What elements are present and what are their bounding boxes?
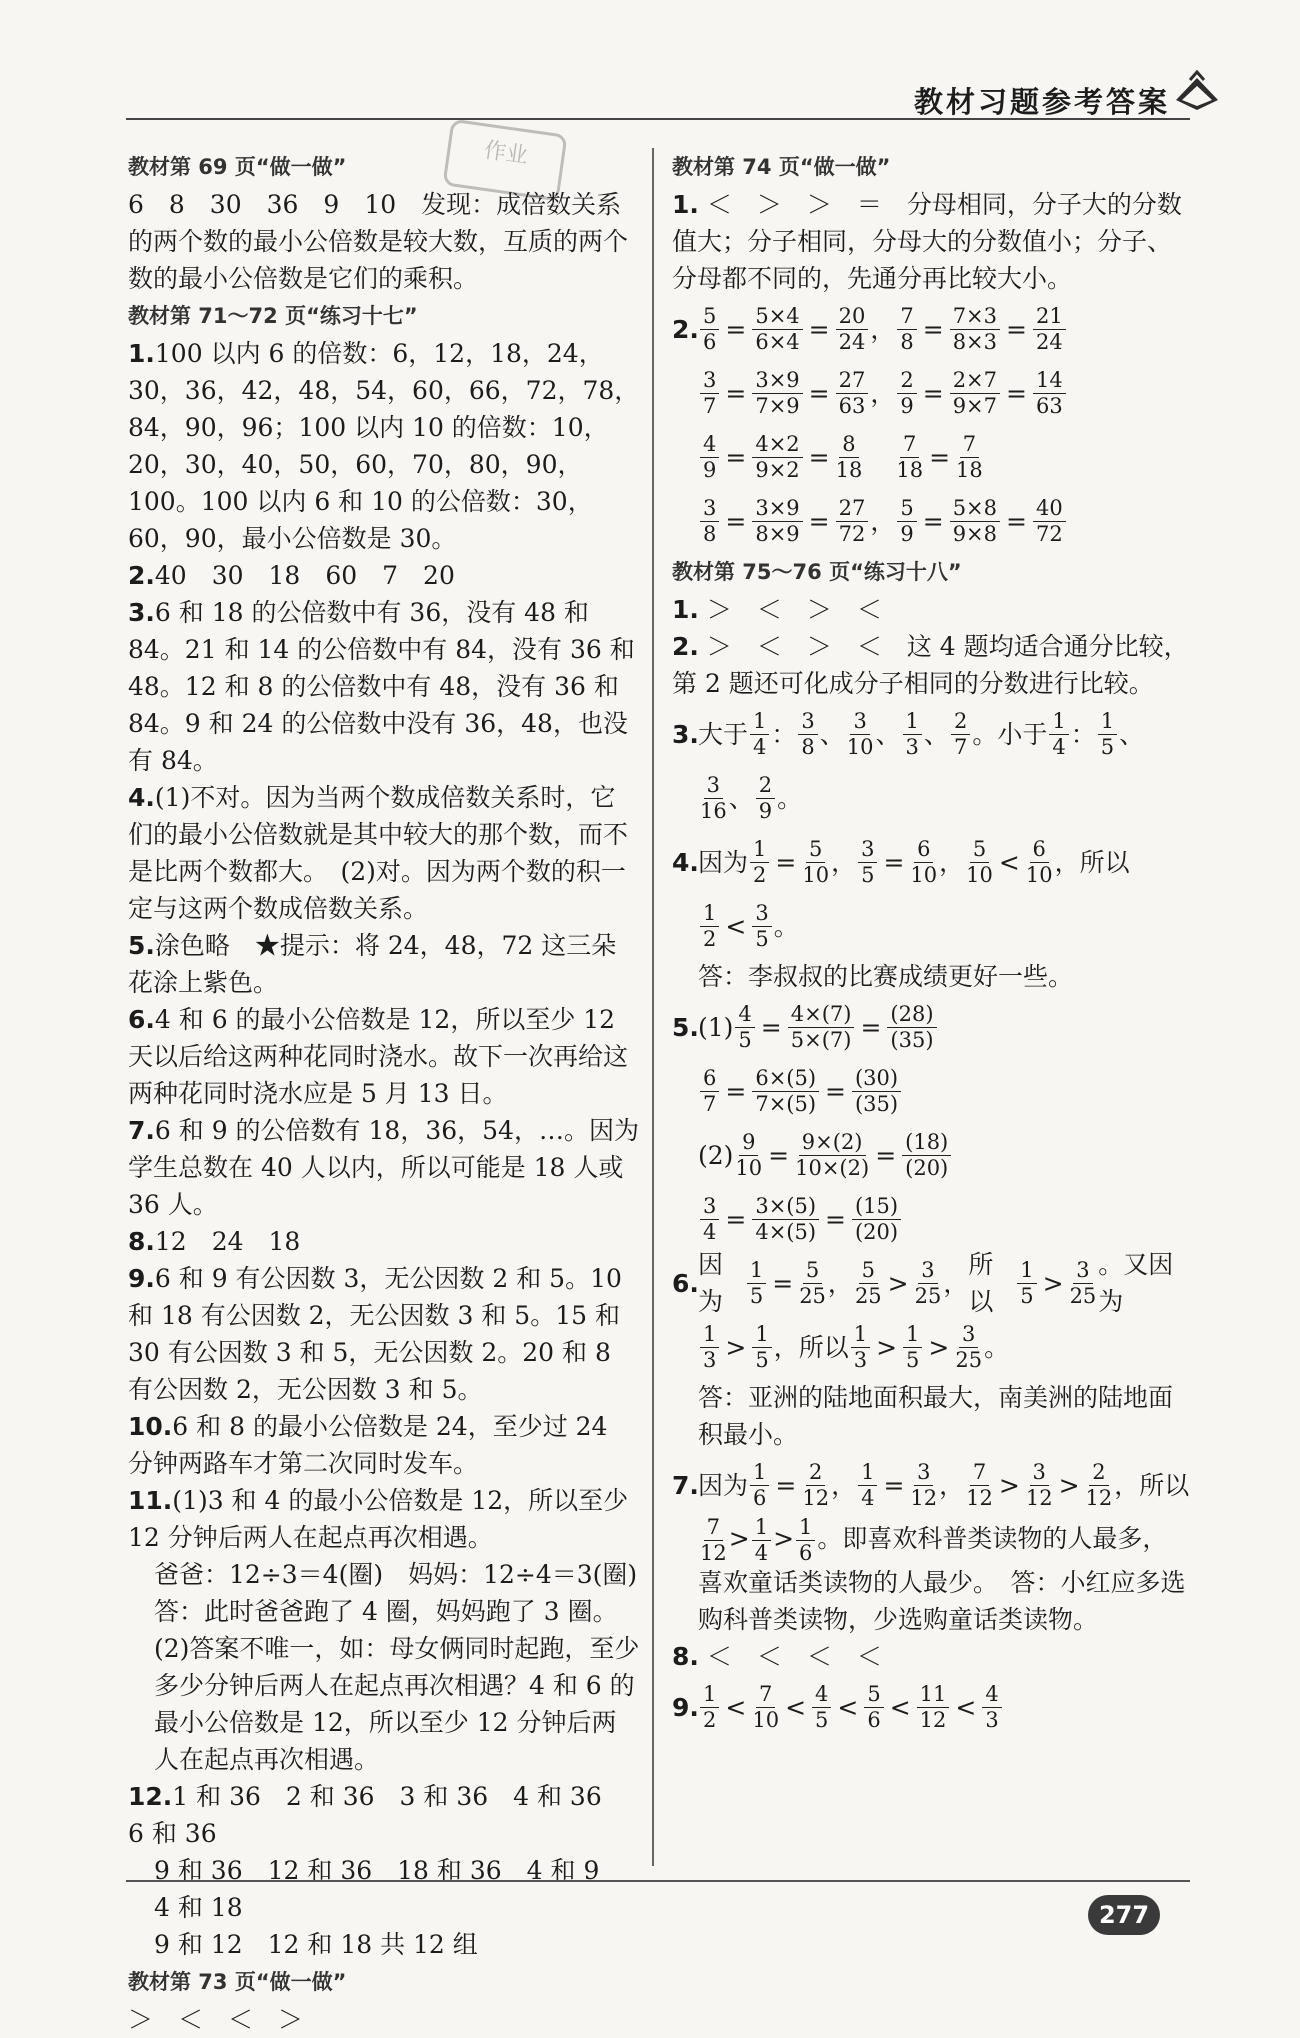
answer-item <box>128 1001 640 1112</box>
fraction-equation-row: 2. $\frac{5}{6}$ = $\frac{5\times 4}{6\times 4}$ = $\frac{20}{24}$ ， $\frac{7}{8}$ = $\frac{7\times 3}{8\times 3}$ = $\frac{21}{24}$ <box>672 297 1192 361</box>
answer-text: ＞ ＜ ＜ ＞ <box>128 2005 304 2034</box>
item-text: 6 和 18 的公倍数中有 36，没有 48 和 84。21 和 14 的公倍数中有 84，没有 36 和 48。12 和 8 的公倍数中有 48，没有 36 和 84。9 和 24 的公倍数中没有 36，48，也没有 84。 <box>128 598 635 775</box>
answer-item <box>128 779 640 927</box>
answer-item <box>128 1778 640 1852</box>
page-header-title: 教材习题参考答案 <box>913 85 1170 119</box>
answer-item <box>128 1223 640 1260</box>
item-number: 12. <box>128 1782 173 1811</box>
answer-item: 2. ＞ ＜ ＞ ＜ 这 4 题均适合通分比较，第 2 题还可化成分子相同的分数进行比较。 <box>672 632 1189 698</box>
section-heading: 教材第 71～72 页“练习十七” <box>128 304 418 328</box>
header-rule <box>126 118 1190 120</box>
answer-text: 答：李叔叔的比赛成绩更好一些。 <box>698 962 1074 991</box>
item-number: 10. <box>128 1412 173 1441</box>
item-text: (1)不对。因为当两个数成倍数关系时，它们的最小公倍数就是其中较大的那个数，而不是比两个数都大。 (2)对。因为两个数的积一定与这两个数成倍数关系。 <box>128 783 629 923</box>
left-column <box>128 148 640 2038</box>
answer-text: 答：亚洲的陆地面积最大，南美洲的陆地面积最小。 <box>698 1383 1174 1449</box>
section-heading: 教材第 74 页“做一做” <box>672 155 891 179</box>
answer-item: 3. 大于 $\frac{1}{4}$ ： $\frac{3}{8}$ 、 $\frac{3}{10}$ 、 $\frac{1}{3}$ 、 $\frac{2}{7}$ 。 小于 $\frac{1}{4}$ ： $\frac{1}{5}$ 、 <box>672 708 1145 759</box>
answer-item: 4. 因为 $\frac{1}{2}$ = $\frac{5}{10}$ ， $\frac{3}{5}$ = $\frac{6}{10}$ ， $\frac{5}{10}$ < $\frac{6}{10}$ ， 所以 <box>672 836 1130 887</box>
item-text: 1 和 36 2 和 36 3 和 36 4 和 36 6 和 36 <box>128 1782 627 1848</box>
answer-item <box>128 594 640 779</box>
answer-item <box>128 1112 640 1223</box>
item-number: 9. <box>128 1264 155 1293</box>
fraction-equation-row: $\frac{3}{16}$ 、 $\frac{2}{9}$ 。 <box>700 772 803 823</box>
item-number: 11. <box>128 1486 173 1515</box>
fraction-equation-row: $\frac{3}{4}$ = $\frac{3\times(5)}{4\times(5)}$ = $\frac{(15)}{(20)}$ <box>672 1187 1192 1251</box>
item-text: 涂色略 ★提示：将 24，48，72 这三朵花涂上紫色。 <box>128 931 617 997</box>
item-text: 40 30 18 60 7 20 <box>154 561 455 590</box>
item-number: 7. <box>128 1116 155 1145</box>
answer-text: 9 和 12 12 和 18 共 12 组 <box>154 1930 478 1959</box>
answer-item: 9. $\frac{1}{2}$ < $\frac{7}{10}$ < $\frac{4}{5}$ < $\frac{5}{6}$ < $\frac{11}{12}$ < $\frac{4}{3}$ <box>672 1675 1192 1739</box>
item-number: 5. <box>128 931 155 960</box>
right-column <box>672 148 1192 1739</box>
answer-item: 5. (1) $\frac{4}{5}$ = $\frac{4\times(7)}{5\times(7)}$ = $\frac{(28)}{(35)}$ <box>672 995 1192 1059</box>
fraction-equation-row: $\frac{6}{7}$ = $\frac{6\times(5)}{7\times(5)}$ = $\frac{(30)}{(35)}$ <box>672 1059 1192 1123</box>
answer-item: 1. ＜ ＞ ＞ ＝ 分母相同，分子大的分数值大；分子相同，分母大的分数值小；分子、分母都不同的，先通分再比较大小。 <box>672 190 1182 293</box>
svg-text:作业: 作业 <box>482 138 530 170</box>
item-number: 3. <box>128 598 155 627</box>
column-divider <box>652 148 654 1866</box>
item-number: 6. <box>128 1005 155 1034</box>
fraction-equation-row: (2) $\frac{9}{10}$ = $\frac{9\times(2)}{10\times(2)}$ = $\frac{(18)}{(20)}$ <box>672 1123 1192 1187</box>
item-text: 6 和 8 的最小公倍数是 24，至少过 24 分钟两路车才第二次同时发车。 <box>128 1412 608 1478</box>
answer-item <box>128 1260 640 1408</box>
answer-item <box>128 927 640 1001</box>
answer-item: 8. ＜ ＜ ＜ ＜ <box>672 1642 882 1671</box>
book-logo-icon <box>1172 70 1222 116</box>
item-text: 12 24 18 <box>154 1227 301 1256</box>
item-number: 2. <box>128 561 155 590</box>
item-text: 4 和 6 的最小公倍数是 12，所以至少 12 天以后给这两种花同时浇水。故下一次再给这两种花同时浇水应是 5 月 13 日。 <box>128 1005 629 1108</box>
item-text: 6 和 9 有公因数 3，无公因数 2 和 5。10 和 18 有公因数 2，无公因数 3 和 5。15 和 30 有公因数 3 和 5，无公因数 2。20 和 8 有公因数 2，无公因数 3 和 5。 <box>128 1264 622 1404</box>
answer-item <box>128 1482 640 1556</box>
item-text: 6 和 9 的公倍数有 18，36，54，…。因为学生总数在 40 人以内，所以可能是 18 人或 36 人。 <box>128 1116 639 1219</box>
item-number: 8. <box>128 1227 155 1256</box>
fraction-equation-row: $\frac{1}{3}$ > $\frac{1}{5}$ ，所以 $\frac{1}{3}$ > $\frac{1}{5}$ > $\frac{3}{25}$ 。 <box>672 1315 1192 1379</box>
item-number: 4. <box>128 783 155 812</box>
fraction-equation-row: $\frac{4}{9}$ = $\frac{4\times 2}{9\times 2}$ = $\frac{8}{18}$ $\frac{7}{18}$ = $\frac{7}{18}$ <box>672 425 1192 489</box>
answer-text: (2)答案不唯一，如：母女俩同时起跑，至少多少分钟后两人在起点再次相遇？4 和 6 的最小公倍数是 12，所以至少 12 分钟后两人在起点再次相遇。 <box>154 1634 640 1774</box>
answer-text: $\frac{7}{12}$ > $\frac{1}{4}$ > $\frac{1}{6}$ 。即喜欢科普类读物的人最多，喜欢童话类读物的人最少。 答：小红应多选购科普类读物，少选购童话类读物。 <box>698 1515 1186 1634</box>
answer-text: 爸爸：12÷3＝4(圈) 妈妈：12÷4＝3(圈) <box>154 1560 638 1589</box>
section-heading: 教材第 69 页“做一做” <box>128 155 347 179</box>
footer-rule <box>126 1880 1190 1882</box>
answer-text: 6 8 30 36 9 10 发现：成倍数关系的两个数的最小公倍数是较大数，互质的两个数的最小公倍数是它们的乘积。 <box>128 190 629 293</box>
fraction-equation-row: $\frac{3}{7}$ = $\frac{3\times 9}{7\times 9}$ = $\frac{27}{63}$ ， $\frac{2}{9}$ = $\frac{2\times 7}{9\times 7}$ = $\frac{14}{63}$ <box>672 361 1192 425</box>
answer-item: 7. 因为 $\frac{1}{6}$ = $\frac{2}{12}$ ， $\frac{1}{4}$ = $\frac{3}{12}$ ， $\frac{7}{12}$ > $\frac{3}{12}$ > $\frac{2}{12}$ ， 所以 <box>672 1459 1190 1510</box>
fraction-equation-row: $\frac{3}{8}$ = $\frac{3\times 9}{8\times 9}$ = $\frac{27}{72}$ ， $\frac{5}{9}$ = $\frac{5\times 8}{9\times 8}$ = $\frac{40}{72}$ <box>672 489 1192 553</box>
section-heading: 教材第 73 页“做一做” <box>128 1970 347 1994</box>
answer-item <box>128 335 640 557</box>
page-number: 277 <box>1088 1895 1160 1935</box>
answer-item: 6. 因为 $\frac{1}{5}$ = $\frac{5}{25}$ ， $\frac{5}{25}$ > $\frac{3}{25}$ ， 所以 $\frac{1}{5}$ > $\frac{3}{25}$ 。又因为 <box>672 1250 1174 1316</box>
item-text: 100 以内 6 的倍数：6，12，18，24，30，36，42，48，54，60，66，72，78，84，90，96；100 以内 10 的倍数：10，20，30，40，50，60，70，80，90，100。100 以内 6 和 10 的公倍数：30，60，90，最小公倍数是 30。 <box>128 339 640 553</box>
answer-item <box>128 557 640 594</box>
section-heading: 教材第 75～76 页“练习十八” <box>672 560 962 584</box>
answer-item: 1. ＞ ＜ ＞ ＜ <box>672 595 882 624</box>
item-number: 1. <box>128 339 155 368</box>
fraction-equation-row: $\frac{1}{2}$ < $\frac{3}{5}$ 。 <box>672 894 1192 958</box>
answer-text: 9 和 36 12 和 36 18 和 36 4 和 9 4 和 18 <box>154 1856 625 1922</box>
item-text: (1)3 和 4 的最小公倍数是 12，所以至少 12 分钟后两人在起点再次相遇。 <box>128 1486 629 1552</box>
answer-text: 答：此时爸爸跑了 4 圈，妈妈跑了 3 圈。 <box>154 1597 618 1626</box>
answer-item <box>128 1408 640 1482</box>
